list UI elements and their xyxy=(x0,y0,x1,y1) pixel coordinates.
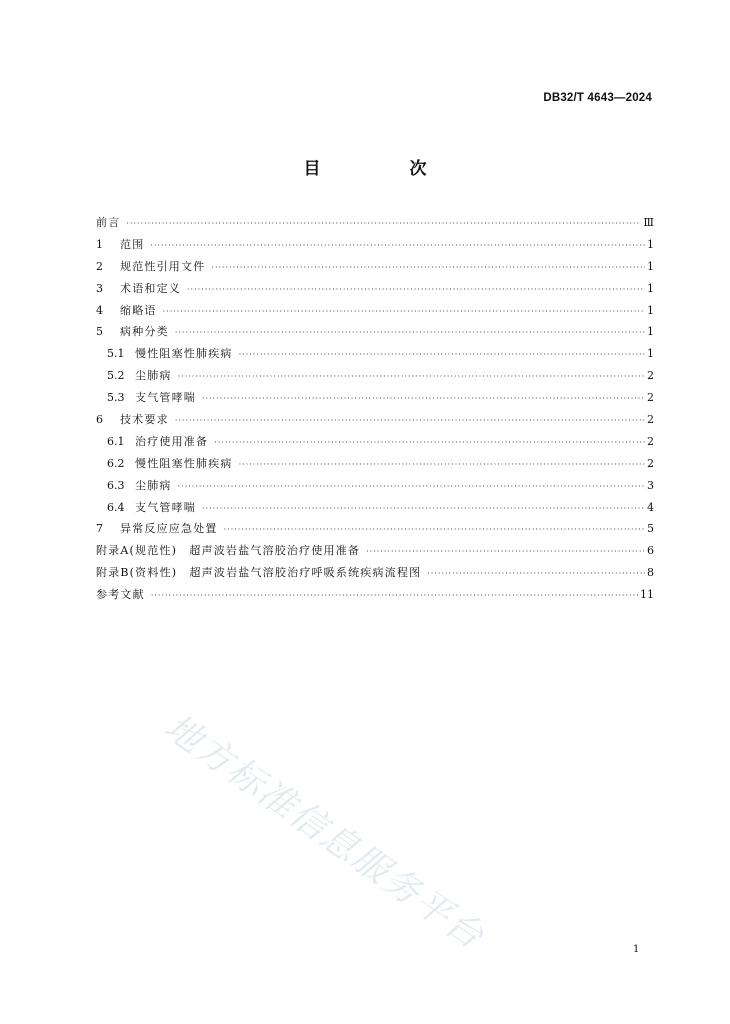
toc-entry-label: 术语和定义 xyxy=(120,281,181,295)
toc-entry-label: 附录B(资料性) 超声波岩盐气溶胶治疗呼吸系统疾病流程图 xyxy=(96,566,422,580)
toc-entry-label: 规范性引用文件 xyxy=(120,259,206,273)
toc-entry-label: 参考文献 xyxy=(96,588,145,602)
toc-leader-dots xyxy=(427,563,645,585)
toc-leader-dots xyxy=(202,498,645,520)
toc-leader-dots xyxy=(151,585,638,607)
toc-entry-4[interactable] xyxy=(96,300,654,322)
toc-entry-number: 5.1 xyxy=(107,347,125,361)
toc-entry-number: 6.3 xyxy=(107,478,125,492)
toc-entry-label: 异常反应应急处置 xyxy=(120,522,218,536)
toc-entry-number: 5 xyxy=(96,325,103,339)
table-of-contents xyxy=(96,212,654,606)
toc-entry-label: 尘肺病 xyxy=(135,369,172,383)
toc-entry-page: Ⅲ xyxy=(643,216,654,229)
toc-leader-dots xyxy=(175,322,645,344)
toc-entry-5-3[interactable] xyxy=(96,387,654,409)
toc-entry-label: 技术要求 xyxy=(120,413,169,427)
toc-leader-dots xyxy=(178,366,645,388)
toc-entry-5-2[interactable] xyxy=(96,365,654,387)
toc-entry-page: 3 xyxy=(647,478,654,492)
toc-entry-number: 7 xyxy=(96,522,103,536)
toc-entry-references[interactable] xyxy=(96,584,654,606)
toc-entry-label: 慢性阻塞性肺疾病 xyxy=(135,347,233,361)
page-title: 目 次 xyxy=(303,159,463,179)
toc-entry-5[interactable] xyxy=(96,321,654,343)
toc-entry-6-2[interactable] xyxy=(96,453,654,475)
watermark: 地方标准信息服务平台 xyxy=(156,706,492,959)
toc-entry-page: 2 xyxy=(647,413,654,427)
toc-entry-number: 5.3 xyxy=(107,391,125,405)
toc-leader-dots xyxy=(214,432,645,454)
toc-entry-page: 2 xyxy=(647,434,654,448)
toc-entry-appendix-b[interactable] xyxy=(96,562,654,584)
toc-entry-number: 1 xyxy=(96,237,103,251)
toc-entry-1[interactable] xyxy=(96,234,654,256)
toc-entry-page: 2 xyxy=(647,369,654,383)
toc-entry-3[interactable] xyxy=(96,278,654,300)
toc-leader-dots xyxy=(202,388,645,410)
toc-entry-label: 病种分类 xyxy=(120,325,169,339)
toc-entry-page: 1 xyxy=(647,303,654,317)
toc-entry-page: 1 xyxy=(647,281,654,295)
toc-entry-page: 6 xyxy=(647,544,654,558)
toc-entry-page: 5 xyxy=(647,522,654,536)
toc-entry-label: 尘肺病 xyxy=(135,478,172,492)
toc-entry-number: 6.4 xyxy=(107,500,125,514)
toc-leader-dots xyxy=(366,541,645,563)
toc-entry-6-4[interactable] xyxy=(96,497,654,519)
toc-entry-number: 5.2 xyxy=(107,369,125,383)
toc-leader-dots xyxy=(224,519,645,541)
toc-entry-number: 6.2 xyxy=(107,456,125,470)
standard-code: DB32/T 4643—2024 xyxy=(543,92,652,104)
toc-leader-dots xyxy=(150,235,645,257)
toc-entry-number: 3 xyxy=(96,281,103,295)
toc-leader-dots xyxy=(163,301,645,323)
toc-entry-page: 2 xyxy=(647,456,654,470)
toc-entry-label: 缩略语 xyxy=(120,303,157,317)
toc-entry-6[interactable] xyxy=(96,409,654,431)
toc-entry-page: 1 xyxy=(647,325,654,339)
toc-entry-page: 1 xyxy=(647,347,654,361)
toc-entry-label: 范围 xyxy=(120,237,145,251)
toc-entry-label: 支气管哮喘 xyxy=(135,391,196,405)
toc-leader-dots xyxy=(239,344,645,366)
toc-entry-foreword[interactable] xyxy=(96,212,654,234)
toc-entry-label: 附录A(规范性) 超声波岩盐气溶胶治疗使用准备 xyxy=(96,544,361,558)
toc-entry-label: 前言 xyxy=(96,216,121,229)
toc-entry-label: 慢性阻塞性肺疾病 xyxy=(135,456,233,470)
toc-entry-7[interactable] xyxy=(96,518,654,540)
toc-leader-dots xyxy=(126,213,641,235)
toc-entry-number: 6.1 xyxy=(107,434,125,448)
page-number: 1 xyxy=(633,944,640,955)
toc-entry-page: 11 xyxy=(640,588,654,602)
toc-leader-dots xyxy=(187,279,645,301)
toc-leader-dots xyxy=(175,410,645,432)
toc-leader-dots xyxy=(211,257,645,279)
toc-entry-appendix-a[interactable] xyxy=(96,540,654,562)
toc-entry-label: 治疗使用准备 xyxy=(135,434,209,448)
toc-entry-label: 支气管哮喘 xyxy=(135,500,196,514)
toc-entry-6-1[interactable] xyxy=(96,431,654,453)
toc-entry-2[interactable] xyxy=(96,256,654,278)
toc-entry-6-3[interactable] xyxy=(96,475,654,497)
toc-entry-page: 1 xyxy=(647,237,654,251)
toc-leader-dots xyxy=(178,476,645,498)
toc-entry-number: 4 xyxy=(96,303,103,317)
toc-entry-5-1[interactable] xyxy=(96,343,654,365)
toc-entry-page: 8 xyxy=(647,566,654,580)
toc-leader-dots xyxy=(239,454,645,476)
toc-entry-number: 6 xyxy=(96,413,103,427)
toc-entry-page: 4 xyxy=(647,500,654,514)
toc-entry-number: 2 xyxy=(96,259,103,273)
toc-entry-page: 2 xyxy=(647,391,654,405)
toc-entry-page: 1 xyxy=(647,259,654,273)
